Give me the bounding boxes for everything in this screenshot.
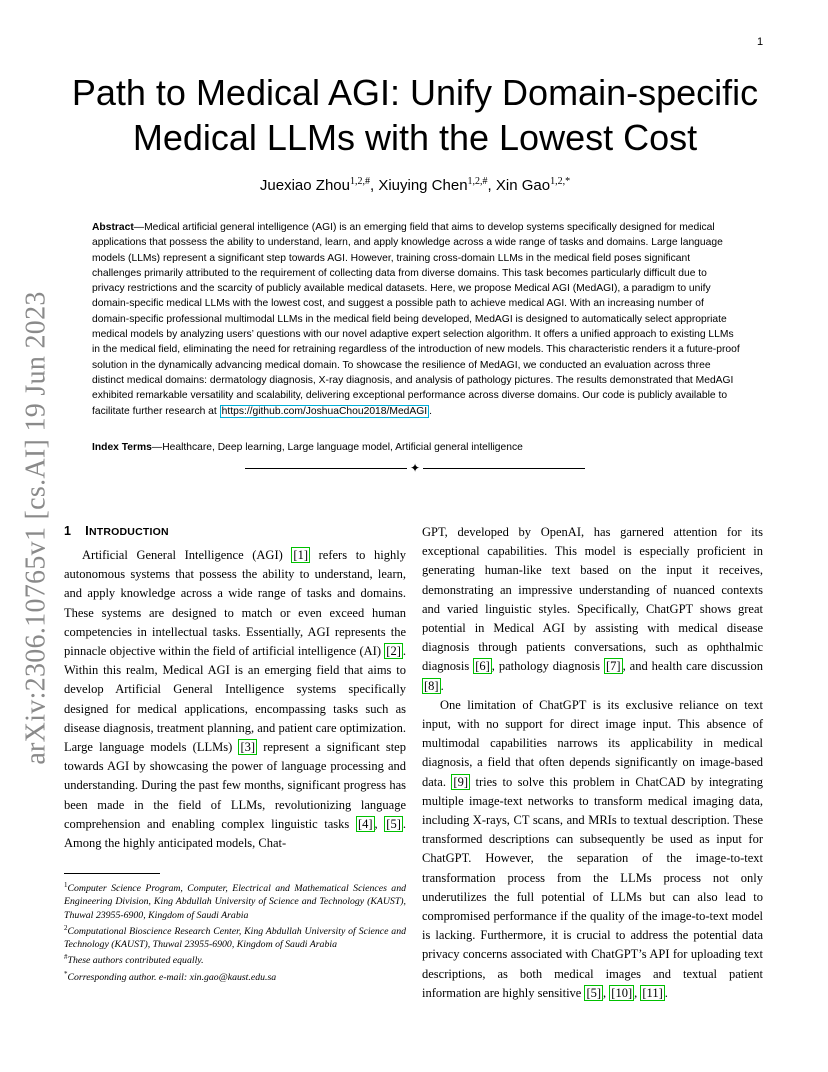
index-terms [92,440,742,455]
author-name: Juexiao Zhou [259,177,350,194]
text-run: One limitation of ChatGPT is its exclusive reliance on text input, with no support for direct image input. This absence of multimodal capabilities narrows its applicability in medical diagnosis, a field that often depends significantly on image-based data. [422,697,763,789]
footnote-text: Computer Science Program, Computer, Electrical and Mathematical Sciences and Engineering Division, King Abdullah University of Science and Technology (KAUST), Thuwal 23955-6900, Kingdom of Saudi Arabia [64,883,406,921]
footnote-text: Computational Bioscience Research Center, King Abdullah University of Science and Technology (KAUST), Thuwal 23955-6900, Kingdom of Saudi Arabia [64,925,406,951]
text-run: Artificial General Intelligence (AGI) [82,548,292,562]
citation-link[interactable]: [5] [386,816,401,831]
citation-link[interactable]: [6] [475,659,490,674]
divider-line-right [423,468,585,469]
author-affiliation: 1,2,# [467,176,488,187]
abstract [92,220,742,419]
footnote [64,951,406,967]
section-title-initial: I [85,523,89,538]
citation-link[interactable]: [8] [424,678,439,693]
abstract-text: —Medical artificial general intelligence (AGI) is an emerging field that aims to develop systems specifically designed for medical applications that possess the ability to understand, learn, and apply knowledge across a wide range of tasks and domains. Large language models (LLMs) represent a significant step towards AGI. However, training cross-domain LLMs in the medical field poses significant challenges primarily attributed to the requirement of collecting data from diverse domains. This task becomes particularly difficult due to privacy restrictions and the scarcity of publicly available medical datasets. Here, we propose Medical AGI (MedAGI), a paradigm to unify domain-specific medical LLMs with the lowest cost, and suggest a possible path to achieve medical AGI. With an increasing number of domain-specific professional multimodal LLMs in the medical field being developed, MedAGI is designed to automatically select appropriate medical models by analyzing users’ questions with our novel adaptive expert selection algorithm. It offers a unified approach to existing LLMs in the medical field, eliminating the need for retraining regardless of the introduction of new models. This characteristic renders it a future-proof solution in the dynamically advancing medical domain. To showcase the resilience of MedAGI, we conducted an evaluation across three distinct medical domains: dermatology diagnosis, X-ray diagnosis, and analysis of pathology pictures. The results demonstrated that MedAGI exhibited remarkable versatility and scalability, delivering exceptional performance across diverse domains. Our code is publicly available to facilitate further research at [92,222,740,417]
citation-link[interactable]: [10] [611,985,633,1000]
author-affiliation: 1,2,# [349,176,370,187]
left-column [64,546,406,853]
title-line-1: Path to Medical AGI: Unify Domain-specific [71,72,759,113]
section-divider [245,458,585,478]
section-number: 1 [64,524,72,538]
text-run: refers to highly autonomous systems that possess the ability to understand, learn, and apply knowledge across a wide range of tasks and domains. These systems are designed to match or even exceed human competencies in intellectual tasks. Essentially, AGI represents the pinnacle objective within the field of artificial intelligence (AI) [64,548,406,659]
index-terms-label: Index Terms [92,442,152,453]
citation-link[interactable]: [11] [642,985,663,1000]
arxiv-stamp [17,291,57,765]
author-list: Juexiao Zhou$^{1,2,\#}$, Xiuying Chen$^{1,2,\#}$, Xin Gao$^{1,2,*}$ [259,176,571,194]
author-name: Xiuying Chen [378,177,468,194]
right-column [422,523,763,1003]
footnote-mark: 1 [64,881,68,889]
section-heading [64,523,169,538]
citation-link[interactable]: [5] [586,985,602,1000]
intro-paragraph-2 [422,696,763,1003]
text-run: . [440,678,444,693]
author-name: Xin Gao [495,177,551,194]
footnote-text: Corresponding author. e-mail: xin.gao@kaust.edu.sa [67,971,277,983]
footnote [64,879,406,922]
code-link[interactable]: https://github.com/JoshuaChou2018/MedAGI [221,405,428,417]
section-title-rest: NTRODUCTION [88,526,169,538]
footnote-mark: # [64,953,68,962]
citation-link[interactable]: [4] [357,816,373,831]
text-run: , [634,985,641,1000]
footnotes [64,879,406,984]
abstract-end: . [429,405,433,417]
text-run: GPT, developed by OpenAI, has garnered attention for its exceptional capabilities. This model is especially proficient in generating human-like text based on the input it receives, demonstrating an impressive understanding of nuanced contexts and varied linguistic styles. Specifically, ChatGPT shows great potential in Medical AGI by assisting with medical disease diagnosis through patients conversations, such as ophthalmic diagnosis [422,525,763,674]
footnote [64,922,406,952]
abstract-label: Abstract [92,222,134,233]
citation-link[interactable]: [1] [293,548,308,562]
text-run: , [374,816,385,831]
paper-title [60,70,770,160]
title-line-2: Medical LLMs with the Lowest Cost [132,117,698,158]
footnote [64,968,406,984]
text-run: . Among the highly anticipated models, Chat- [64,816,406,851]
footnote-rule [64,873,160,874]
page-number: 1 [757,36,764,48]
text-run: tries to solve this problem in ChatCAD by integrating multiple image-text networks to transform medical imaging data, including X-rays, CT scans, and MRIs to textual description. These transformed descriptions can subsequently be used as input for ChatGPT. However, the separation of the image-to-text transformation process from the LLMs process not only underutilizes the full potential of LLMs but can also lead to compromised performance if the quality of the image-to-text model is lacking. Furthermore, it is crucial to address the potential data privacy concerns associated with ChatGPT’s API for uploading text descriptions, as both medical images and textual patient information are highly sensitive [422,774,763,1000]
text-run: , [603,985,610,1000]
divider-line-left [245,468,407,469]
footnote-mark: 2 [64,923,68,932]
citation-link[interactable]: [7] [605,659,621,674]
citation-link[interactable]: [2] [386,644,401,659]
text-run: . [664,985,668,1000]
citation-link[interactable]: [3] [240,740,256,755]
footnote-text: These authors contributed equally. [67,955,204,967]
diamond-icon: ✦ [409,461,421,475]
citation-link[interactable]: [9] [453,774,468,789]
author-affiliation: 1,2,* [550,176,571,187]
text-run: , pathology diagnosis [491,659,604,674]
footnote-mark: * [64,969,68,978]
text-run: , and health care discussion [622,659,763,674]
index-terms-text: —Healthcare, Deep learning, Large language model, Artificial general intelligence [151,442,523,453]
arxiv-stamp-text: arXiv:2306.10765v1 [cs.AI] 19 Jun 2023 [21,291,53,765]
intro-paragraph-1 [64,546,406,853]
intro-paragraph-1-cont [422,523,763,696]
text-run: . Within this realm, Medical AGI is an emerging field that aims to develop Artificial General Intelligence systems specifically designed for medical applications, encompassing tasks such as disease diagnosis, treatment planning, and patient care optimization. Large language models (LLMs) [64,644,406,755]
text-run: represent a significant step towards AGI by showcasing the power of language processing and understanding. During the past few months, significant progress has been made in the field of LLMs, revolutionizing language comprehension and enabling complex linguistic tasks [64,740,406,831]
